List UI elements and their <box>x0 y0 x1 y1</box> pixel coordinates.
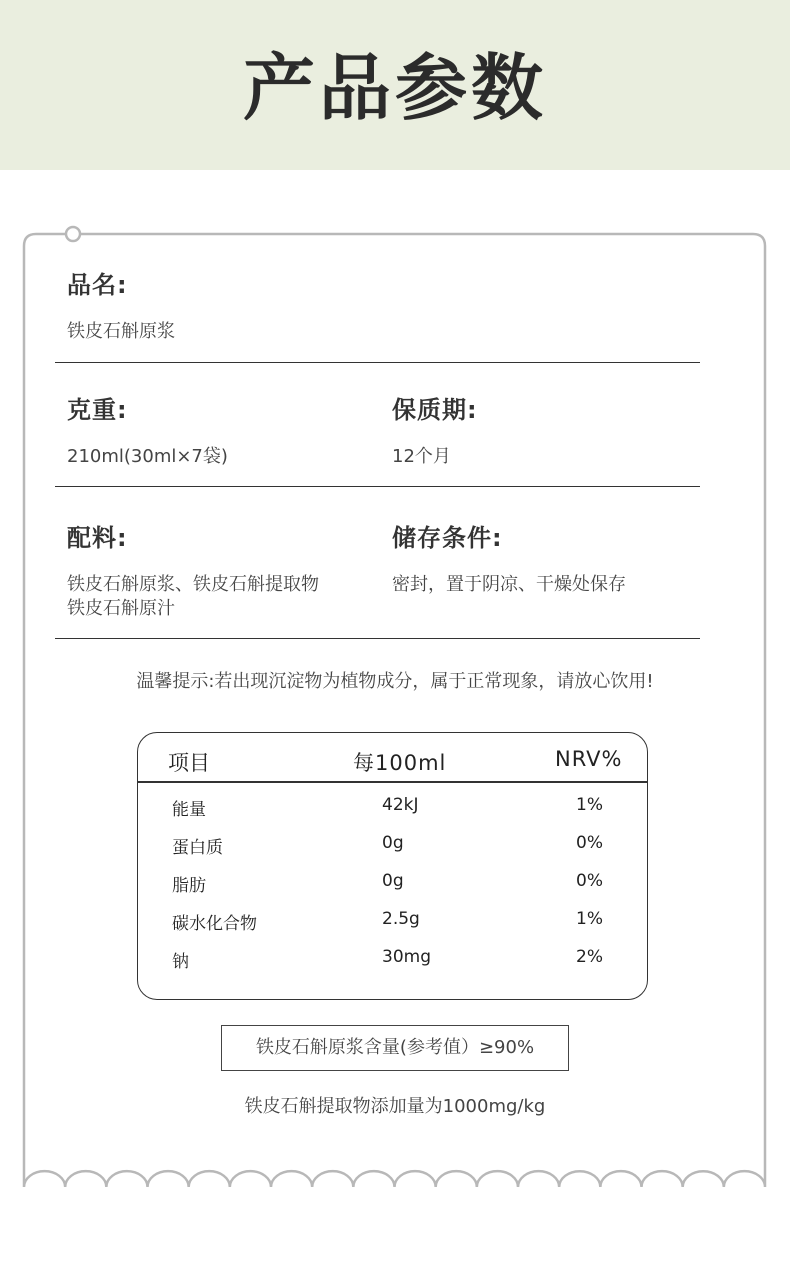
nutrition-header-divider <box>138 781 647 783</box>
product-name-value: 铁皮石斛原浆 <box>67 321 175 342</box>
shelf-life-section <box>392 390 478 469</box>
weight-value: 210ml(30ml×7袋) <box>67 446 228 467</box>
nutrition-item: 碳水化合物 <box>172 914 257 934</box>
nutrition-per: 0g <box>382 833 404 853</box>
nutrition-item: 钠 <box>172 952 189 972</box>
table-row <box>138 909 647 933</box>
nutrition-header-per: 每100ml <box>353 751 447 775</box>
table-row <box>138 833 647 857</box>
weight-section <box>67 390 228 469</box>
product-name-label: 品名: <box>67 271 128 299</box>
table-row <box>138 947 647 971</box>
storage-value: 密封，置于阴凉、干燥处保存 <box>392 574 626 595</box>
nutrition-item: 脂肪 <box>172 876 206 896</box>
nutrition-per: 0g <box>382 871 404 891</box>
divider <box>55 362 700 363</box>
content-reference-box: 铁皮石斛原浆含量(参考值）≥90% <box>221 1025 569 1071</box>
ingredients-label: 配料: <box>67 524 128 552</box>
product-name-section <box>67 265 175 344</box>
ingredients-value-line2: 铁皮石斛原汁 <box>67 598 175 619</box>
page-title: 产品参数 <box>242 46 547 130</box>
nutrition-per: 2.5g <box>382 909 420 929</box>
extract-note: 铁皮石斛提取物添加量为1000mg/kg <box>244 1096 546 1117</box>
storage-section <box>392 518 626 597</box>
nutrition-nrv: 2% <box>576 947 603 967</box>
nutrition-per: 42kJ <box>382 795 419 815</box>
nutrition-nrv: 1% <box>576 795 603 815</box>
nutrition-nrv: 0% <box>576 871 603 891</box>
table-row <box>138 871 647 895</box>
nutrition-item: 能量 <box>172 800 206 820</box>
ingredients-section <box>67 518 319 621</box>
shelf-life-value: 12个月 <box>392 446 451 467</box>
divider <box>55 486 700 487</box>
nutrition-nrv: 0% <box>576 833 603 853</box>
nutrition-item: 蛋白质 <box>172 838 223 858</box>
nutrition-header-nrv: NRV% <box>555 747 623 771</box>
warm-tip: 温馨提示:若出现沉淀物为植物成分，属于正常现象，请放心饮用! <box>136 671 654 692</box>
nutrition-header-item: 项目 <box>168 751 210 775</box>
nutrition-per: 30mg <box>382 947 431 967</box>
divider <box>55 638 700 639</box>
nutrition-nrv: 1% <box>576 909 603 929</box>
nutrition-table <box>137 732 648 1000</box>
storage-label: 储存条件: <box>392 524 503 552</box>
table-row <box>138 795 647 819</box>
ingredients-value-line1: 铁皮石斛原浆、铁皮石斛提取物 <box>67 574 319 595</box>
weight-label: 克重: <box>67 396 128 424</box>
shelf-life-label: 保质期: <box>392 396 478 424</box>
